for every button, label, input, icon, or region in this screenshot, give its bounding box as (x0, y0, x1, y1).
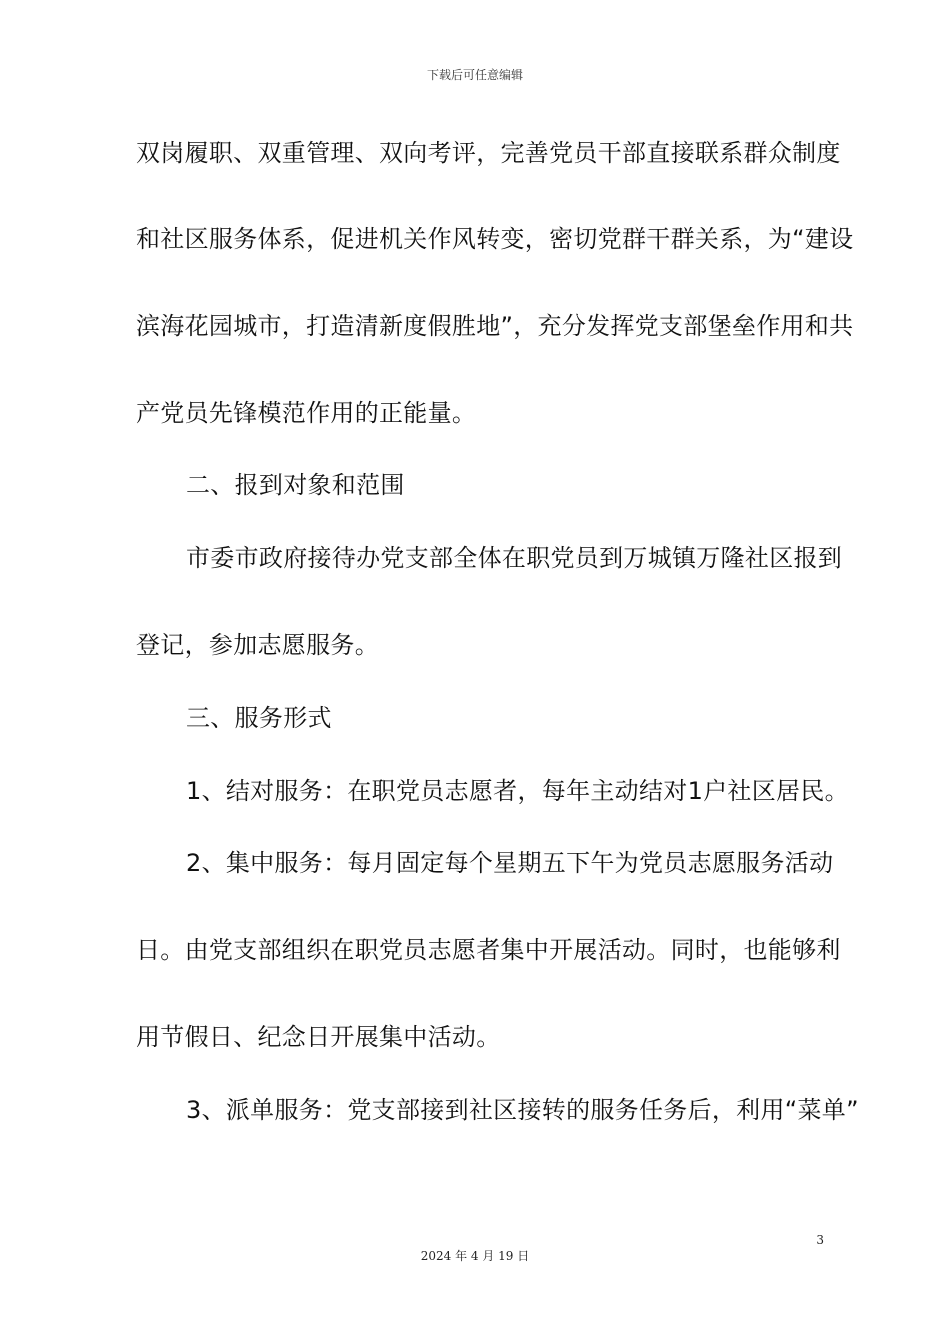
paragraph-line: 滨海花园城市，打造清新度假胜地”，充分发挥党支部堡垒作用和共 (136, 312, 854, 340)
section-heading: 三、服务形式 (186, 704, 332, 732)
section-heading: 二、报到对象和范围 (186, 471, 405, 499)
paragraph-line: 日。由党支部组织在职党员志愿者集中开展活动。同时，也能够利 (136, 936, 841, 964)
page-footer-date: 2024 年 4 月 19 日 (420, 1249, 530, 1263)
list-item: 3、派单服务：党支部接到社区接转的服务任务后，利用“菜单” (186, 1096, 859, 1124)
paragraph-line: 和社区服务体系，促进机关作风转变，密切党群干群关系，为“建设 (136, 225, 854, 253)
paragraph-line: 用节假日、纪念日开展集中活动。 (136, 1023, 501, 1051)
page-header: 下载后可任意编辑 (426, 68, 523, 82)
paragraph-line: 双岗履职、双重管理、双向考评，完善党员干部直接联系群众制度 (136, 139, 841, 167)
list-item: 1、结对服务：在职党员志愿者，每年主动结对1户社区居民。 (186, 777, 849, 805)
page-number: 3 (816, 1233, 824, 1247)
paragraph-line: 登记，参加志愿服务。 (136, 631, 379, 659)
paragraph-line: 产党员先锋模范作用的正能量。 (136, 399, 477, 427)
paragraph-line: 市委市政府接待办党支部全体在职党员到万城镇万隆社区报到 (186, 544, 843, 572)
list-item: 2、集中服务：每月固定每个星期五下午为党员志愿服务活动 (186, 849, 834, 877)
